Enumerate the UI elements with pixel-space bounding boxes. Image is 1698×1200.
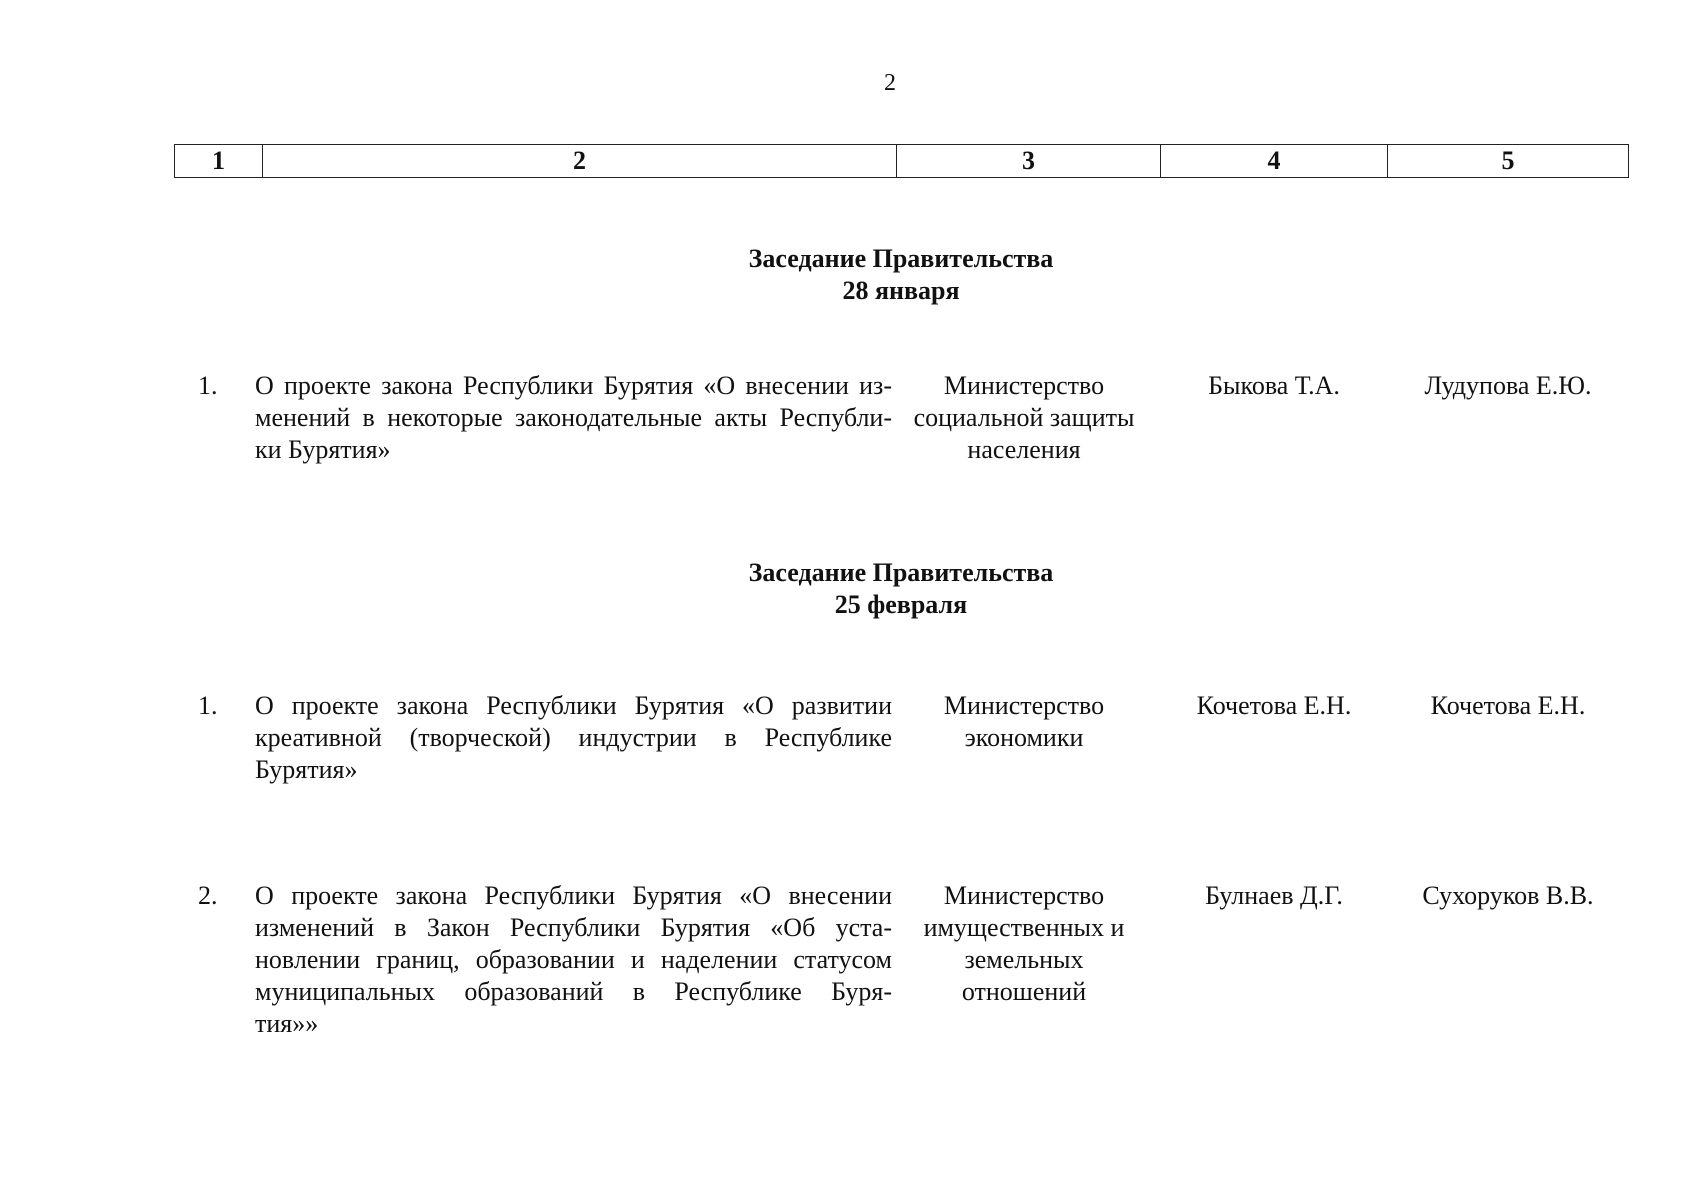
topic-line: креативной (творческой) индустрии в Республике [255,723,892,752]
item-controller: Кочетова Е.Н. [1430,691,1586,720]
topic-line: менений в некоторые законодательные акты Республи- [255,403,892,432]
topic-line: изменений в Закон Республики Бурятия «Об уста- [255,913,892,942]
item-topic [255,880,892,1040]
topic-line: ки Бурятия» [255,435,391,464]
department-line: населения [967,435,1081,464]
department-line: экономики [964,723,1084,752]
column-number-header [174,144,1629,178]
item-controller: Лудупова Е.Ю. [1424,371,1592,400]
item-number: 2. [198,881,218,910]
department-line: отношений [961,977,1087,1006]
section-title: Заседание Правительства [748,558,1054,587]
section-heading [0,557,1698,621]
column-number-5: 5 [1388,145,1629,178]
page-number: 2 [884,70,896,96]
item-responsible: Кочетова Е.Н. [1196,691,1352,720]
department-line: Министерство [943,691,1105,720]
topic-line: муниципальных образований в Республике Буря- [255,977,892,1006]
department-line: Министерство [943,881,1105,910]
header-row [175,145,1629,178]
item-responsible: Булнаев Д.Г. [1205,881,1343,910]
section-date: 28 января [842,276,960,305]
section-date: 25 февраля [834,590,968,619]
item-controller: Сухоруков В.В. [1422,881,1594,910]
topic-line: О проекте закона Республики Бурятия «О внесении из- [255,371,892,400]
item-responsible: Быкова Т.А. [1208,371,1340,400]
department-line: Министерство [943,371,1105,400]
department-line: социальной защиты [913,403,1135,432]
column-number-3: 3 [897,145,1161,178]
topic-line: Бурятия» [255,755,358,784]
topic-line: новлении границ, образовании и наделении статусом [255,945,892,974]
item-topic [255,370,892,466]
section-heading [0,243,1698,307]
item-department [900,880,1148,1008]
department-line: земельных [964,945,1084,974]
department-line: имущественных и [923,913,1125,942]
topic-line: тия»» [255,1009,319,1038]
column-number-1: 1 [175,145,263,178]
item-number: 1. [198,691,218,720]
column-number-4: 4 [1161,145,1388,178]
column-number-2: 2 [263,145,897,178]
item-department [900,690,1148,754]
item-department [900,370,1148,466]
item-number: 1. [198,371,218,400]
topic-line: О проекте закона Республики Бурятия «О внесении [255,881,892,910]
item-topic [255,690,892,786]
section-title: Заседание Правительства [748,244,1054,273]
topic-line: О проекте закона Республики Бурятия «О развитии [255,691,892,720]
